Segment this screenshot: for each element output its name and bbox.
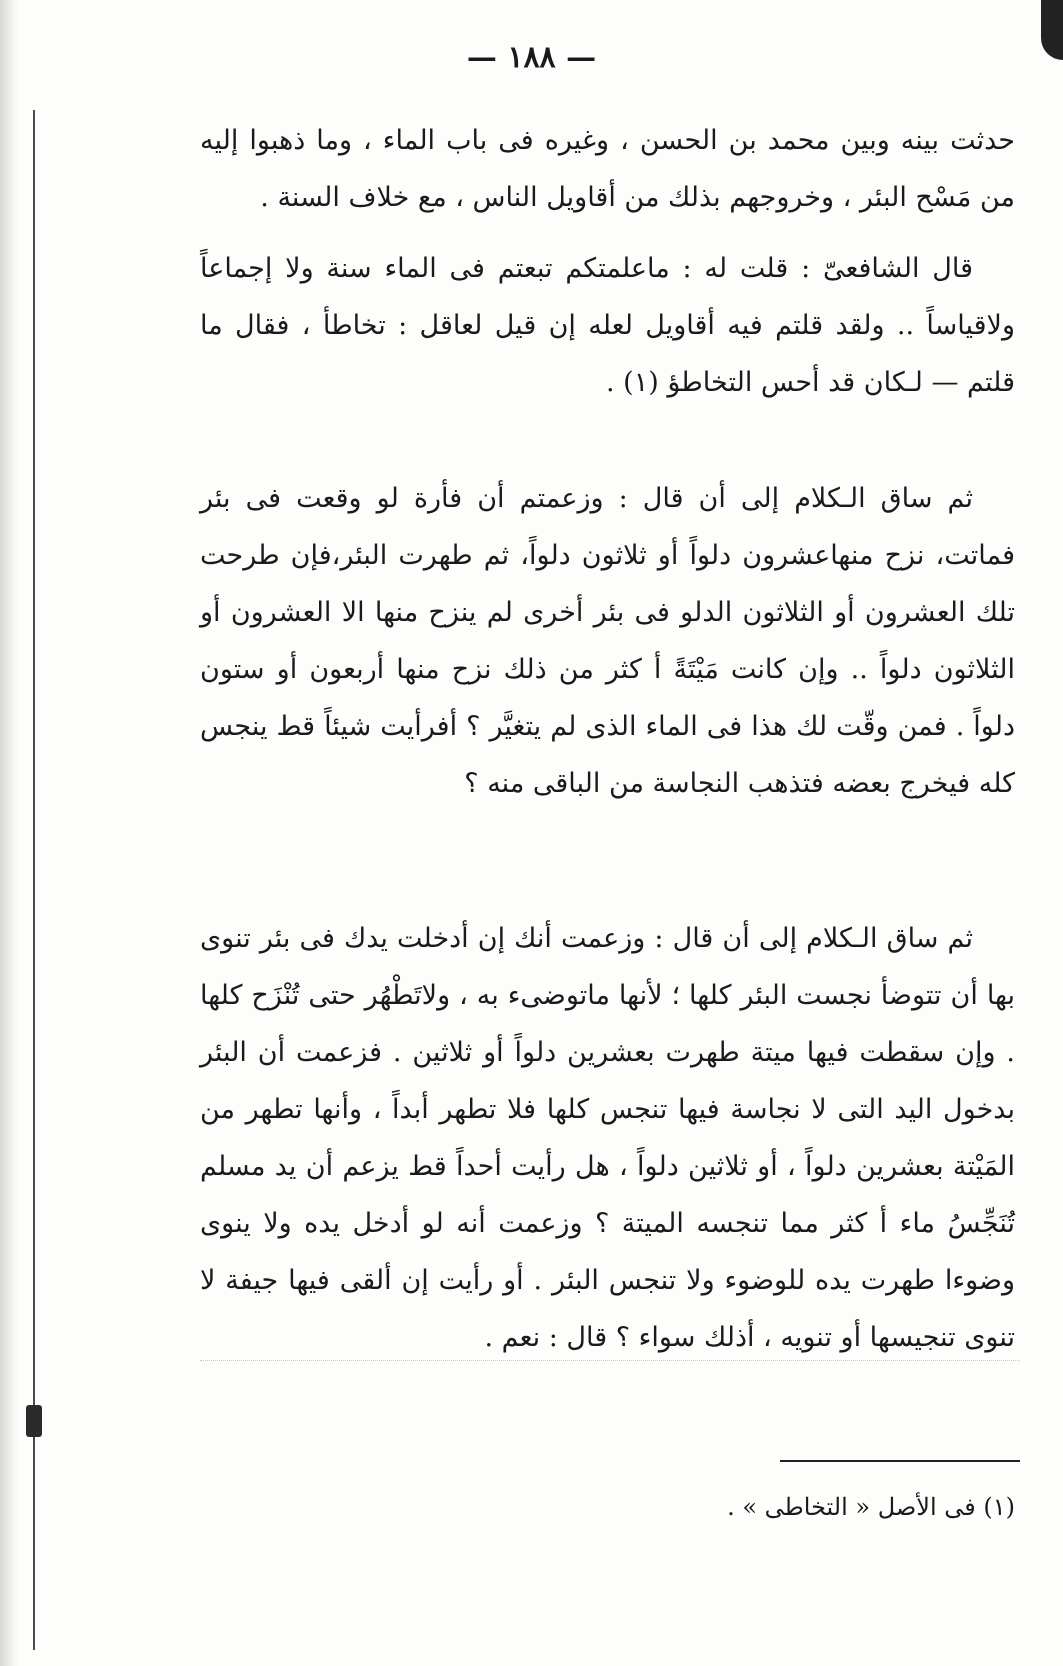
paragraph-text: قال الشافعىّ : قلت له : ماعلمتكم تبعتم فى الماء سنة ولا إجماعاً ولاقياساً .. ولقد قلتم فيه أقاويل لعله إن قيل لعاقل : تخاطأ ، فقال ما قلتم — لـكان قد أحس التخاطؤ (١) .: [200, 253, 1015, 398]
paragraph-1: [200, 112, 1015, 226]
paragraph-2: [200, 240, 1015, 411]
footnote: (١) فى الأصل « التخاطى » .: [727, 1493, 1015, 1521]
faint-dotted-line: [200, 1360, 1020, 1361]
paragraph-3: [200, 470, 1015, 812]
binding-clip: [26, 1405, 42, 1437]
paragraph-text: ثم ساق الـكلام إلى أن قال : وزعمت أنك إن أدخلت يدك فى بئر تنوى بها أن تتوضأ نجست البئر كلها ؛ لأنها ماتوضىء به ، ولاتَطْهُر حتى تُنْزَح كلها . وإن سقطت فيها ميتة طهرت بعشرين دلواً أو ثلاثين . فزعمت أن البئر بدخول اليد التى لا نجاسة فيها تنجس كلها فلا تطهر أبداً ، وأنها تطهر من المَيْتة بعشرين دلواً ، أو ثلاثين دلواً ، هل رأيت أحداً قط يزعم أن يد مسلم تُنَجِّسُ ماء أ كثر مما تنجسه الميتة ؟ وزعمت أنه لو أدخل يده ولا ينوى وضوءا طهرت يده للوضوء ولا تنجس البئر . أو رأيت إن ألقى فيها جيفة لا تنوى تنجيسها أو تنويه ، أذلك سواء ؟ قال : نعم .: [200, 923, 1015, 1353]
paragraph-4: [200, 910, 1015, 1366]
paragraph-text: ثم ساق الـكلام إلى أن قال : وزعمتم أن فأرة لو وقعت فى بئر فماتت، نزح منهاعشرون دلواً أو ثلاثون دلواً، ثم طهرت البئر،فإن طرحت تلك العشرون أو الثلاثون الدلو فى بئر أخرى لم ينزح منها الا العشرون أو الثلاثون دلواً .. وإن كانت مَيْتَةً أ كثر من ذلك نزح منها أربعون أو ستون دلواً . فمن وقّت لك هذا فى الماء الذى لم يتغيَّر ؟ أفرأيت شيئاً قط ينجس كله فيخرج بعضه فتذهب النجاسة من الباقى منه ؟: [200, 483, 1015, 799]
page-binding-edge: [0, 0, 18, 1666]
page-number: — ١٨٨ —: [466, 40, 597, 75]
paragraph-text: حدثت بينه وبين محمد بن الحسن ، وغيره فى باب الماء ، وما ذهبوا إليه من مَسْح البئر ، وخروجهم بذلك من أقاويل الناس ، مع خلاف السنة .: [200, 125, 1015, 213]
footnote-separator: [780, 1460, 1020, 1462]
